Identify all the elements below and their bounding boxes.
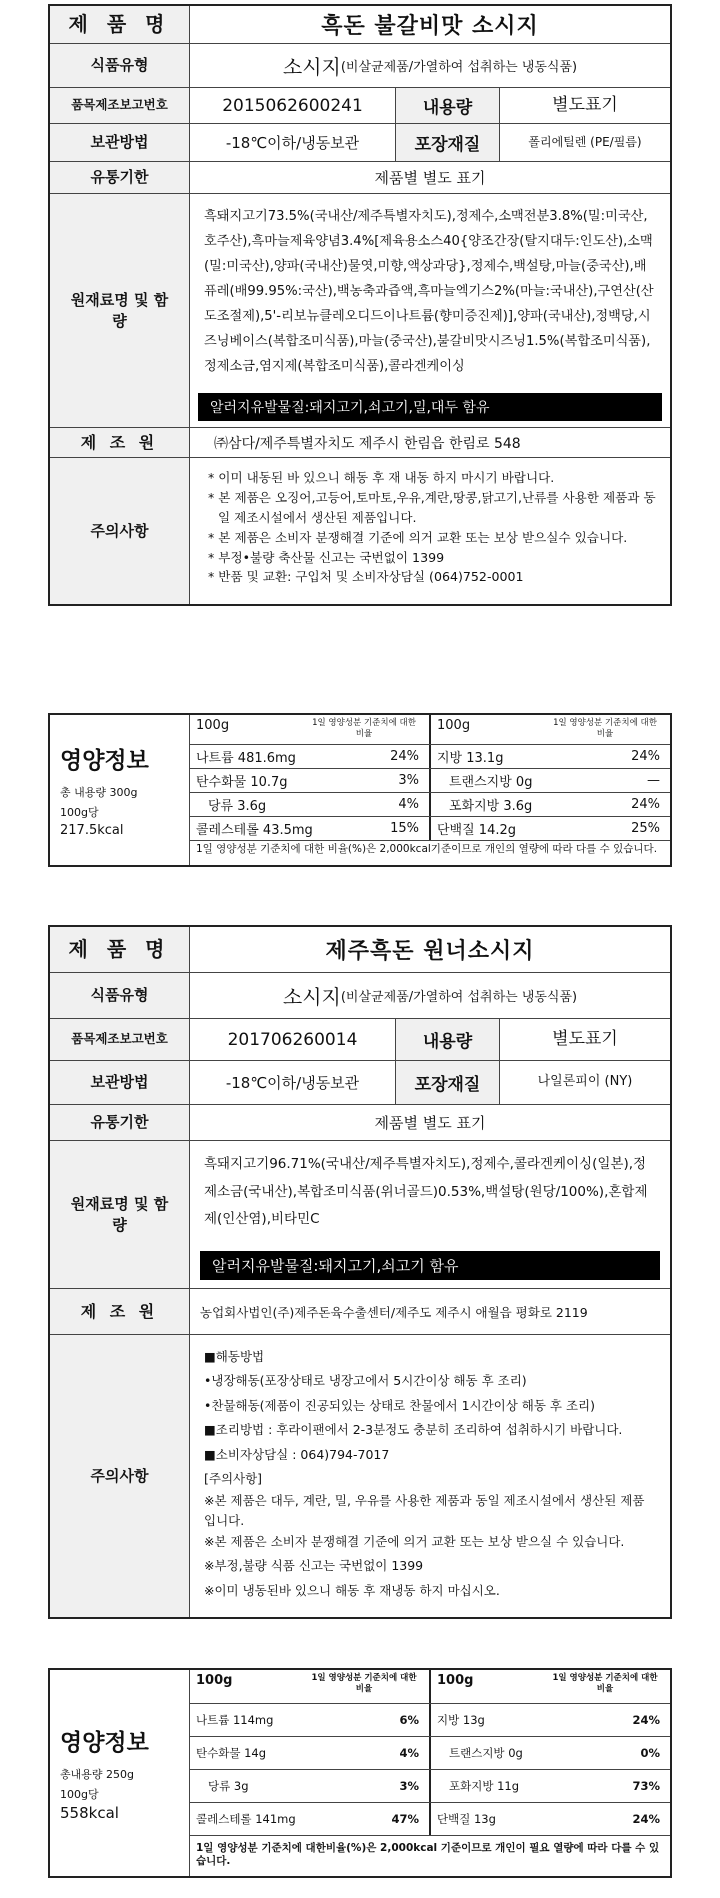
nutrition-total: 총 내용량 300g [60, 786, 138, 800]
ratio-header: 1일 영양성분 기준치에 대한 비율 [552, 1673, 658, 1695]
nutrient-name: 나트륨 481.6mg [196, 751, 296, 766]
storage-value: -18℃이하/냉동보관 [190, 124, 396, 161]
nutrition-header-row [190, 1670, 670, 1704]
product-name: 제주흑돈 원너소시지 [325, 939, 535, 964]
nutrient-name: 트랜스지방 0g [449, 1746, 523, 1760]
caution-item: ■조리방법 : 후라이팬에서 2-3분정도 충분히 조리하여 섭취하시기 바랍니다. [204, 1422, 623, 1438]
nutrient-pct: 25% [631, 821, 660, 836]
nutrient-pct: 4% [398, 797, 419, 812]
net-value: 별도표기 [552, 1028, 618, 1049]
food-type-sub: (비살균제품/가열하여 섭취하는 냉동식품) [340, 60, 578, 75]
caution-item: [주의사항] [204, 1470, 263, 1486]
food-type-main: 소시지 [282, 55, 341, 79]
nutrient-name: 포화지방 3.6g [449, 799, 533, 814]
packaging-value: 폴리에틸렌 (PE/필름) [528, 134, 642, 149]
nutrition-title: 영양정보 [60, 1729, 149, 1756]
nutrition-total: 총내용량 250g [60, 1767, 134, 1781]
nutrient-name: 당류 3g [208, 1779, 249, 1793]
net-value: 별도표기 [552, 94, 618, 115]
amount-header: 100g [196, 1673, 233, 1688]
product-name-row [50, 6, 670, 44]
nutrition-kcal: 217.5kcal [60, 822, 124, 838]
ingredients-row [50, 1141, 670, 1289]
nutrient-pct: 73% [632, 1779, 660, 1793]
expiry-label: 유통기한 [50, 162, 190, 193]
storage-label: 보관방법 [50, 1061, 190, 1104]
expiry-row [50, 1105, 670, 1141]
caution-item: * 본 제품은 오징어,고등어,토마토,우유,계란,땅콩,닭고기,난류를 사용한 제품과 동일 제조시설에서 생산된 제품입니다. [208, 489, 656, 525]
maker-value: 농업회사법인(주)제주돈육수출센터/제주도 제주시 애월읍 평화로 2119 [200, 1304, 588, 1320]
packaging-label: 포장재질 [396, 124, 500, 161]
food-type-row [50, 44, 670, 88]
amount-header: 100g [196, 718, 230, 733]
packaging-value: 나일론피이 (NY) [537, 1074, 633, 1090]
nutrition-kcal: 558kcal [60, 1804, 119, 1823]
nutrient-pct: 24% [631, 797, 660, 812]
nutrition-note: 1일 영양성분 기준치에 대한 비율(%)은 2,000kcal기준이므로 개인의 열량에 따라 다를 수 있습니다. [196, 843, 658, 855]
nutrition-panel-1 [48, 713, 672, 867]
caution-row [50, 1335, 670, 1617]
allergy-banner: 알러지유발물질:돼지고기,쇠고기,밀,대두 함유 [198, 393, 662, 421]
packaging-label: 포장재질 [396, 1061, 500, 1104]
nutrition-per: 100g당 [60, 806, 99, 819]
caution-item: * 이미 내동된 바 있으니 해동 후 재 내동 하지 마시기 바랍니다. [208, 470, 555, 485]
ratio-header: 1일 영양성분 기준치에 대한 비율 [553, 718, 657, 740]
nutrient-name: 탄수화물 14g [196, 1746, 267, 1760]
food-type-label: 식품유형 [50, 973, 190, 1018]
nutrient-pct: 24% [632, 1713, 660, 1727]
food-type-main: 소시지 [282, 985, 341, 1009]
report-no-label: 품목제조보고번호 [50, 1019, 190, 1060]
caution-item: ※이미 냉동된바 있으니 해동 후 재냉동 하지 마십시오. [204, 1582, 500, 1598]
nutrient-name: 트랜스지방 0g [449, 775, 533, 790]
nutrition-title: 영양정보 [60, 748, 149, 775]
nutrient-pct: 3% [399, 1779, 419, 1793]
caution-item: * 반품 및 교환: 구입처 및 소비자상담실 (064)752-0001 [208, 569, 524, 585]
maker-row [50, 428, 670, 458]
nutrient-pct: 24% [631, 749, 660, 764]
report-no: 2015062600241 [190, 88, 396, 123]
report-row [50, 88, 670, 124]
nutrient-name: 나트륨 114mg [196, 1713, 274, 1727]
food-type-row [50, 973, 670, 1019]
nutrient-pct: 4% [399, 1746, 419, 1760]
net-label: 내용량 [396, 1019, 500, 1060]
nutrient-pct: 3% [398, 773, 419, 788]
nutrition-row [190, 1770, 670, 1803]
ingredients-text: 흑돼지고기73.5%(국내산/제주특별자치도),정제수,소맥전분3.8%(밀:미국산,호주산),흑마늘제육양념3.4%[제육용소스40{양조간장(탈지대두:인도산),소맥(밀:미국산),양파(국내산)물엿,미향,액상과당},정제수,백설탕,마늘(중국산),배퓨레(배99.95%:국산),백농축과즙액,흑마늘엑기스2%(마늘:국내산),구연산(산도조절제),5'-리보뉴클레오디드이나트륨(향미증진제)],양파(국내산),정백당,시즈닝베이스(복합조미식품),마늘(중국산),불갈비맛시즈닝1.5%(복합조미식품),정제소금,염지제(복합조미식품),콜라겐케이싱 [204, 209, 654, 375]
nutrition-panel-2 [48, 1668, 672, 1878]
report-no-label: 품목제조보고번호 [50, 88, 190, 123]
ingredients-row [50, 194, 670, 428]
ingredients-text: 흑돼지고기96.71%(국내산/제주특별자치도),정제수,콜라겐케이싱(일본),정제소금(국내산),복합조미식품(위너골드)0.53%,백설탕(원당/100%),혼합제제(인산염),비타민C [204, 1156, 648, 1228]
caution-item: ※본 제품은 대두, 계란, 밀, 우유를 사용한 제품과 동일 제조시설에서 생산된 제품입니다. [204, 1493, 645, 1528]
nutrition-row [190, 745, 670, 769]
nutrient-name: 콜레스테롤 43.5mg [196, 823, 313, 838]
nutrient-name: 단백질 13g [437, 1812, 496, 1826]
maker-value: ㈜삼다/제주특별자치도 제주시 한림읍 한림로 548 [214, 435, 521, 452]
caution-label: 주의사항 [50, 1335, 190, 1617]
nutrient-pct: 24% [390, 749, 419, 764]
nutrient-pct: 24% [632, 1812, 660, 1826]
caution-label: 주의사항 [50, 458, 190, 604]
storage-label: 보관방법 [50, 124, 190, 161]
amount-header: 100g [437, 718, 471, 733]
allergy-banner: 알러지유발물질:돼지고기,쇠고기 함유 [200, 1251, 660, 1280]
caution-list [190, 1335, 670, 1617]
caution-item: ※부정,불량 식품 신고는 국번없이 1399 [204, 1558, 424, 1574]
ingredients-label: 원재료명 및 함량 [50, 1141, 190, 1288]
storage-value: -18℃이하/냉동보관 [190, 1061, 396, 1104]
expiry-row [50, 162, 670, 194]
caution-item: * 부정•불량 축산물 신고는 국번없이 1399 [208, 549, 445, 565]
report-no: 201706260014 [190, 1019, 396, 1060]
caution-item: •냉장해동(포장상태로 냉장고에서 5시간이상 해동 후 조리) [204, 1373, 527, 1389]
food-type-label: 식품유형 [50, 44, 190, 87]
product-name-label: 제 품 명 [50, 6, 190, 43]
caution-item: * 본 제품은 소비자 분쟁해결 기준에 의거 교환 또는 보상 받으실수 있습니다. [208, 529, 628, 545]
nutrient-name: 포화지방 11g [449, 1779, 520, 1793]
nutrition-row [190, 817, 670, 841]
nutrition-per: 100g당 [60, 1787, 99, 1801]
nutrition-row [190, 1704, 670, 1737]
ingredients-label: 원재료명 및 함량 [50, 194, 190, 427]
nutrient-pct: — [647, 773, 660, 788]
nutrient-name: 탄수화물 10.7g [196, 775, 288, 790]
nutrition-row [190, 769, 670, 793]
ratio-header: 1일 영양성분 기준치에 대한 비율 [312, 718, 416, 740]
nutrition-header-row [190, 715, 670, 745]
report-row [50, 1019, 670, 1061]
nutrient-pct: 15% [390, 821, 419, 836]
product-name: 흑돈 불갈비맛 소시지 [321, 14, 539, 39]
nutrient-name: 당류 3.6g [208, 799, 267, 814]
nutrition-row [190, 1803, 670, 1836]
caution-item: ■해동방법 [204, 1349, 265, 1364]
nutrition-row [190, 793, 670, 817]
net-label: 내용량 [396, 88, 500, 123]
caution-item: ■소비자상담실 : 064)794-7017 [204, 1446, 390, 1462]
nutrition-row [190, 1737, 670, 1770]
maker-label: 제 조 원 [50, 428, 190, 457]
caution-item: ※본 제품은 소비자 분쟁해결 기준에 의거 교환 또는 보상 받으실 수 있습니다. [204, 1534, 625, 1549]
amount-header: 100g [437, 1673, 474, 1688]
product-label-2 [48, 925, 672, 1619]
food-type-sub: (비살균제품/가열하여 섭취하는 냉동식품) [340, 990, 578, 1005]
product-name-label: 제 품 명 [50, 927, 190, 972]
nutrition-note: 1일 영양성분 기준치에 대한비율(%)은 2,000kcal 기준이므로 개인이 필요 열량에 따라 다를 수 있습니다. [196, 1842, 660, 1868]
storage-row [50, 124, 670, 162]
storage-row [50, 1061, 670, 1105]
nutrient-pct: 6% [399, 1713, 419, 1727]
expiry-value: 제품별 별도 표기 [374, 1114, 486, 1132]
nutrient-pct: 0% [640, 1746, 660, 1760]
caution-list [190, 458, 670, 604]
nutrient-name: 지방 13.1g [437, 751, 504, 766]
nutrient-pct: 47% [391, 1812, 419, 1826]
expiry-value: 제품별 별도 표기 [374, 169, 486, 187]
caution-row [50, 458, 670, 604]
ratio-header: 1일 영양성분 기준치에 대한 비율 [311, 1673, 417, 1695]
nutrient-name: 콜레스테롤 141mg [196, 1812, 296, 1826]
caution-item: •찬물해동(제품이 진공되있는 상태로 찬물에서 1시간이상 해동 후 조리) [204, 1397, 595, 1413]
product-name-row [50, 927, 670, 973]
maker-row [50, 1289, 670, 1335]
maker-label: 제 조 원 [50, 1289, 190, 1334]
expiry-label: 유통기한 [50, 1105, 190, 1140]
nutrient-name: 지방 13g [437, 1713, 485, 1727]
product-label-1 [48, 4, 672, 606]
nutrient-name: 단백질 14.2g [437, 823, 517, 838]
